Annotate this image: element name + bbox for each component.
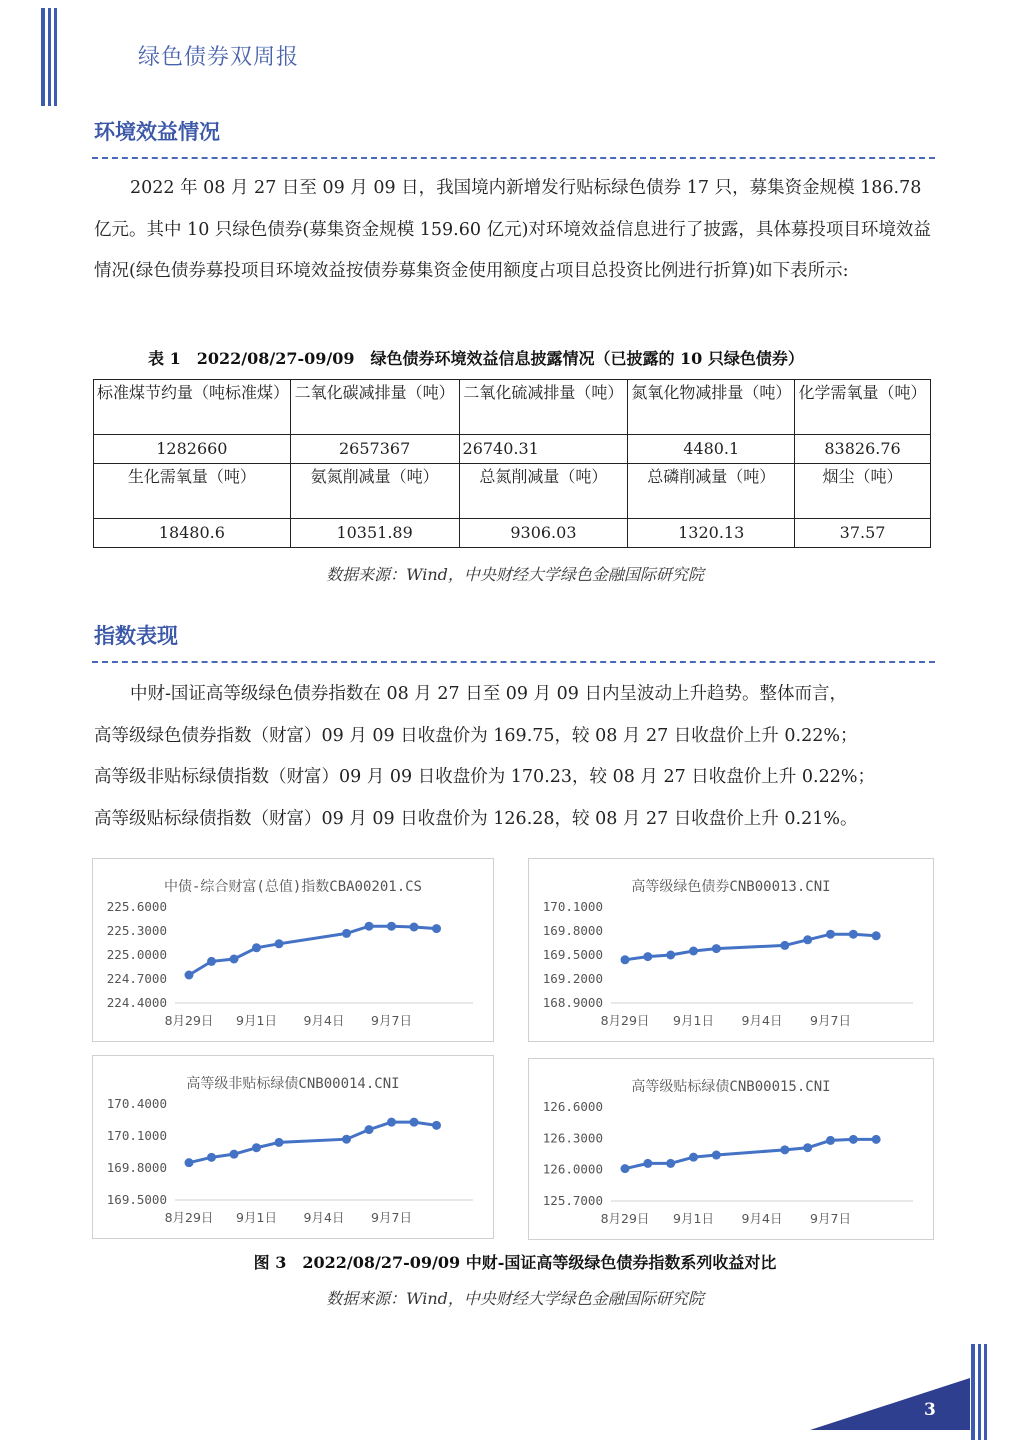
data-point (803, 935, 812, 944)
x-tick-label: 9月7日 (371, 1013, 412, 1028)
footer-stripe-1 (971, 1344, 975, 1440)
data-point (621, 1164, 630, 1173)
y-tick-label: 225.3000 (106, 923, 167, 938)
x-tick-label: 8月29日 (600, 1013, 650, 1028)
data-point (252, 1143, 261, 1152)
data-point (410, 923, 419, 932)
x-tick-label: 9月7日 (371, 1210, 412, 1225)
section-divider (92, 661, 935, 663)
x-tick-label: 9月1日 (673, 1211, 714, 1226)
table-caption: 表 1 2022/08/27-09/09 绿色债券环境效益信息披露情况（已披露的 10 只绿色债券） (148, 349, 804, 368)
y-tick-label: 168.9000 (542, 995, 603, 1010)
x-tick-label: 9月7日 (810, 1211, 851, 1226)
section-divider (92, 157, 935, 159)
data-point (387, 1118, 396, 1127)
table-cell: 10351.89 (290, 519, 459, 548)
x-tick-label: 8月29日 (600, 1211, 650, 1226)
table-row (94, 435, 931, 464)
table-cell: 18480.6 (94, 519, 291, 548)
page-corner-triangle (810, 1378, 970, 1430)
table-header-cell: 二氧化硫减排量（吨） (459, 380, 628, 435)
data-point (621, 955, 630, 964)
y-tick-label: 169.2000 (542, 971, 603, 986)
y-tick-label: 169.8000 (106, 1160, 167, 1175)
chart-cba00201 (92, 858, 494, 1042)
table-header-cell: 烟尘（吨） (795, 464, 931, 519)
environment-paragraph (94, 168, 936, 293)
index-line: 高等级贴标绿债指数（财富）09 月 09 日收盘价为 126.28，较 08 月 27 日收盘价上升 0.21%。 (94, 808, 858, 829)
y-tick-label: 169.5000 (542, 947, 603, 962)
data-point (803, 1143, 812, 1152)
table-header-cell: 生化需氧量（吨） (94, 464, 291, 519)
data-point (643, 952, 652, 961)
data-point (689, 947, 698, 956)
footer-stripe-2 (978, 1344, 981, 1440)
table-cell: 4480.1 (628, 435, 795, 464)
index-line: 高等级非贴标绿债指数（财富）09 月 09 日收盘价为 170.23，较 08 月 27 日收盘价上升 0.22%； (94, 767, 875, 787)
data-point (712, 944, 721, 953)
y-tick-label: 224.4000 (106, 995, 167, 1010)
data-point (643, 1159, 652, 1168)
data-point (432, 924, 441, 933)
y-tick-label: 224.7000 (106, 971, 167, 986)
y-tick-label: 170.1000 (542, 899, 603, 914)
table-header-cell: 二氧化碳减排量（吨） (290, 380, 459, 435)
chart-svg (529, 1059, 933, 1239)
table-source: 数据来源：Wind，中央财经大学绿色金融国际研究院 (326, 565, 704, 584)
y-tick-label: 126.3000 (542, 1130, 603, 1146)
section-title-environment: 环境效益情况 (94, 119, 220, 144)
data-point (342, 1135, 351, 1144)
data-point (230, 955, 239, 964)
y-tick-label: 169.8000 (542, 923, 603, 938)
chart-title: 高等级非贴标绿债CNB00014.CNI (186, 1076, 400, 1092)
data-point (666, 1159, 675, 1168)
index-line: 中财-国证高等级绿色债券指数在 08 月 27 日至 09 月 09 日内呈波动上升趋势。整体而言， (130, 684, 847, 704)
table-cell: 1282660 (94, 435, 291, 464)
x-tick-label: 9月7日 (810, 1013, 851, 1028)
table-cell: 1320.13 (628, 519, 795, 548)
environment-text: 2022 年 08 月 27 日至 09 月 09 日，我国境内新增发行贴标绿色债券 17 只，募集资金规模 186.78 亿元。其中 10 只绿色债券(募集资金规模 159.60 亿元)对环境效益信息进行了披露，具体募投项目环境效益情况(绿色债券募投项目环境效益按债券募集资金使用额度占项目总投资比例进行折算)如下表所示: (94, 178, 931, 281)
table-cell: 2657367 (290, 435, 459, 464)
chart-svg (93, 859, 493, 1041)
data-point (207, 957, 216, 966)
x-tick-label: 9月4日 (741, 1013, 783, 1028)
data-point (252, 943, 261, 952)
data-point (432, 1121, 441, 1130)
y-tick-label: 170.1000 (106, 1128, 167, 1143)
table-row (94, 519, 931, 548)
data-point (780, 941, 789, 950)
figure-source: 数据来源：Wind，中央财经大学绿色金融国际研究院 (326, 1289, 704, 1308)
y-tick-label: 169.5000 (106, 1192, 167, 1207)
index-paragraph (94, 674, 936, 840)
data-point (849, 930, 858, 939)
data-point (826, 1136, 835, 1145)
environment-benefit-table (93, 379, 931, 548)
x-tick-label: 8月29日 (164, 1013, 214, 1028)
data-point (207, 1153, 216, 1162)
data-point (872, 1135, 881, 1144)
figure-caption: 图 3 2022/08/27-09/09 中财-国证高等级绿色债券指数系列收益对比 (253, 1253, 777, 1272)
table-header-row (94, 464, 931, 519)
table-header-cell: 氨氮削减量（吨） (290, 464, 459, 519)
header-stripe-2 (48, 8, 51, 106)
y-tick-label: 126.6000 (542, 1099, 603, 1114)
series-line (625, 1139, 876, 1168)
x-tick-label: 9月1日 (236, 1210, 277, 1225)
series-line (625, 934, 876, 960)
table-cell: 37.57 (795, 519, 931, 548)
data-point (410, 1118, 419, 1127)
y-tick-label: 170.4000 (106, 1096, 167, 1111)
data-point (872, 931, 881, 940)
data-point (185, 1158, 194, 1167)
table-cell: 9306.03 (459, 519, 628, 548)
data-point (365, 1125, 374, 1134)
chart-title: 高等级绿色债券CNB00013.CNI (631, 879, 831, 895)
table-cell: 26740.31 (459, 435, 628, 464)
table-cell: 83826.76 (795, 435, 931, 464)
y-tick-label: 225.6000 (106, 899, 167, 914)
data-point (185, 971, 194, 980)
data-point (689, 1153, 698, 1162)
data-point (849, 1135, 858, 1144)
y-tick-label: 126.0000 (542, 1161, 603, 1177)
y-tick-label: 225.0000 (106, 947, 167, 962)
chart-title: 中债-综合财富(总值)指数CBA00201.CS (163, 879, 423, 895)
data-point (342, 929, 351, 938)
chart-cnb00014 (92, 1055, 494, 1239)
data-point (230, 1150, 239, 1159)
data-point (365, 922, 374, 931)
x-tick-label: 9月1日 (236, 1013, 277, 1028)
index-line: 高等级绿色债券指数（财富）09 月 09 日收盘价为 169.75，较 08 月 27 日收盘价上升 0.22%； (94, 725, 858, 746)
table-header-row (94, 380, 931, 435)
series-line (189, 1122, 437, 1163)
chart-title: 高等级贴标绿债CNB00015.CNI (631, 1079, 831, 1095)
data-point (780, 1145, 789, 1154)
x-tick-label: 8月29日 (164, 1210, 214, 1225)
table-header-cell: 总磷削减量（吨） (628, 464, 795, 519)
data-point (275, 939, 284, 948)
x-tick-label: 9月4日 (303, 1210, 345, 1225)
data-point (387, 922, 396, 931)
chart-cnb00013 (528, 858, 934, 1042)
y-tick-label: 125.7000 (542, 1193, 603, 1208)
series-line (189, 926, 437, 975)
data-point (275, 1138, 284, 1147)
chart-cnb00015 (528, 1058, 934, 1240)
data-point (826, 930, 835, 939)
report-title: 绿色债券双周报 (138, 45, 300, 70)
data-point (666, 951, 675, 960)
chart-svg (529, 859, 933, 1041)
table-header-cell: 标准煤节约量（吨标准煤） (94, 380, 291, 435)
page-number: 3 (924, 1400, 936, 1420)
table-header-cell: 化学需氧量（吨） (795, 380, 931, 435)
header-stripe-1 (41, 8, 45, 106)
chart-svg (93, 1056, 493, 1238)
table-header-cell: 总氮削减量（吨） (459, 464, 628, 519)
x-tick-label: 9月1日 (673, 1013, 714, 1028)
footer-stripe-3 (984, 1344, 987, 1440)
x-tick-label: 9月4日 (741, 1211, 783, 1226)
header-stripe-3 (54, 8, 57, 106)
data-point (712, 1151, 721, 1160)
x-tick-label: 9月4日 (303, 1013, 345, 1028)
table-header-cell: 氮氧化物减排量（吨） (628, 380, 795, 435)
section-title-index: 指数表现 (94, 623, 178, 648)
